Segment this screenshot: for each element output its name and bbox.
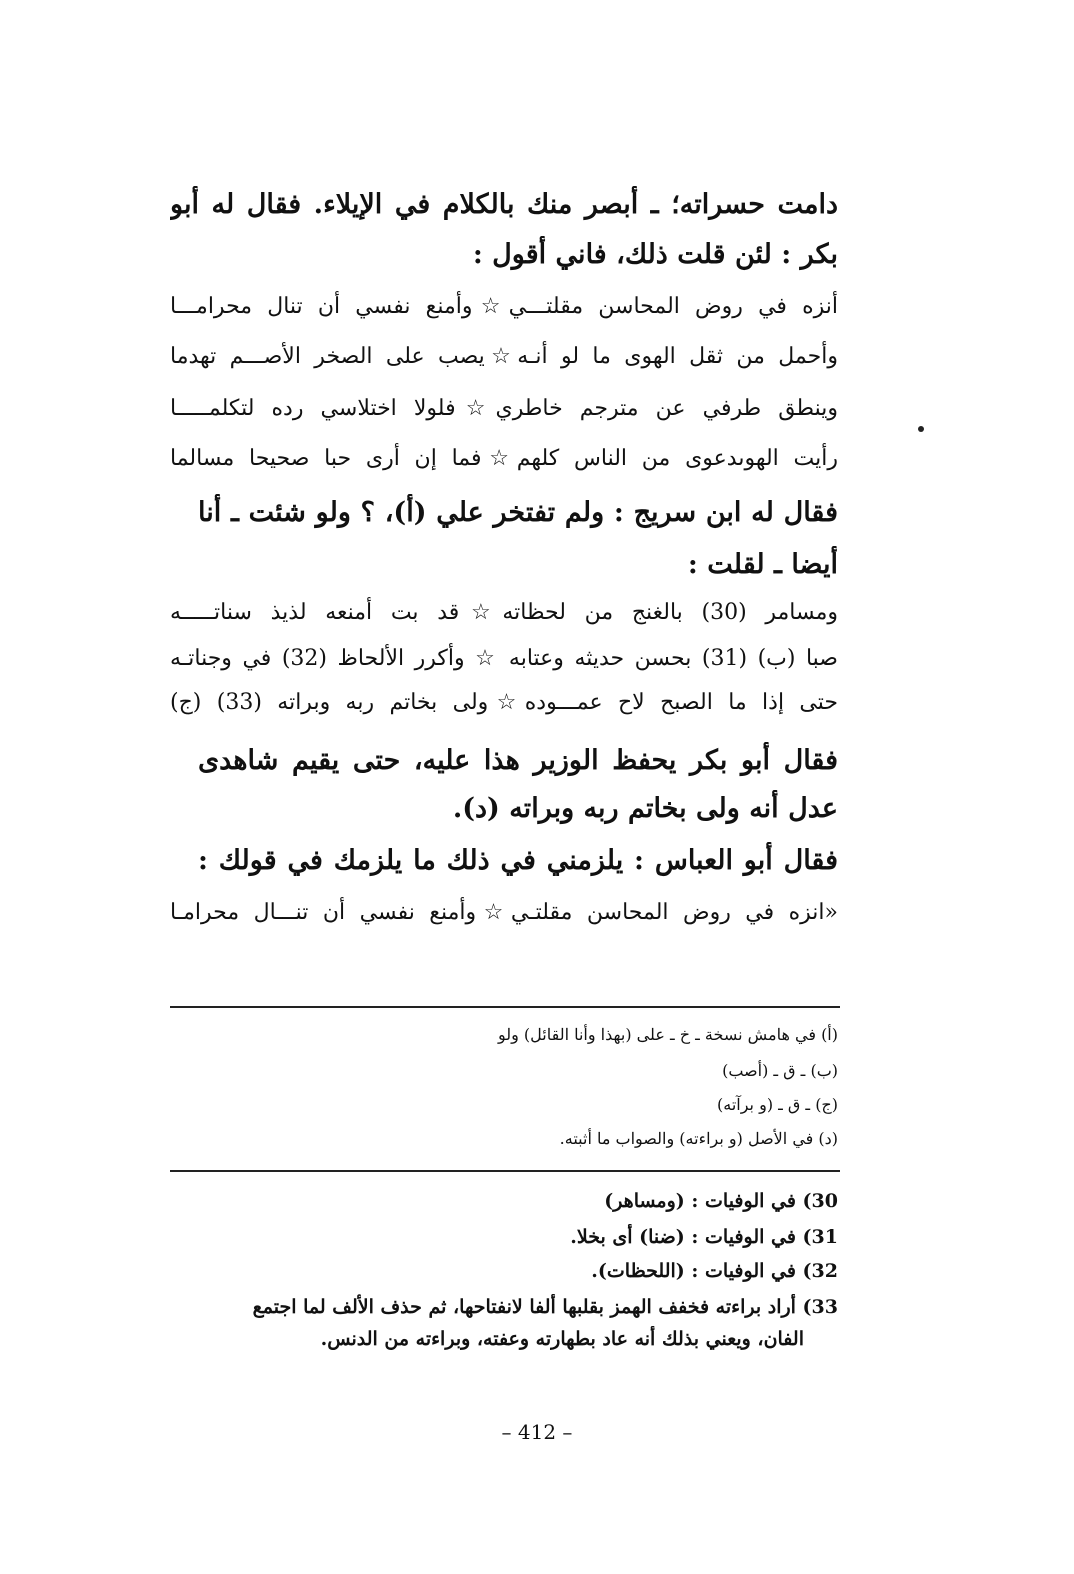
- footnote: 30) في الوفيات : (ومساهر): [604, 1190, 838, 1212]
- footnote: 33) أراد براءته فخفف الهمز بقلبها ألفا لانفتاحها، ثم حذف الألف لما اجتمع: [252, 1296, 838, 1318]
- verse-line: أنزه في روض المحاسن مقلتـــي☆وأمنع نفسي أن تنال محرامـــا: [170, 294, 838, 319]
- footnote: الفان، ويعني بذلك أنه عاد بطهارته وعفته، وبراءته من الدنس.: [320, 1328, 804, 1350]
- footnote: 32) في الوفيات : (اللحظات).: [591, 1260, 838, 1282]
- verse-line: رأيت الهوىدعوى من الناس كلهم☆فما إن أرى حبا صحيحا مسالما: [170, 446, 838, 471]
- apparatus-note: (ج) ـ ق ـ (و برآته): [717, 1095, 838, 1114]
- prose-line: بكر : لئن قلت ذلك، فاني أقول :: [472, 239, 838, 270]
- footnote-rule: [170, 1170, 840, 1172]
- prose-line: فقال له ابن سريج : ولم تفتخر علي (أ)، ؟ ولو شئت ـ أنا: [198, 497, 838, 528]
- verse-line: وينطق طرفي عن مترجم خاطري☆فلولا اختلاسي رده لتكلمـــــا: [170, 396, 838, 421]
- prose-line: عدل أنه ولى بخاتم ربه وبراته (د).: [452, 793, 838, 824]
- apparatus-note: (ب) ـ ق ـ (أصب): [722, 1061, 838, 1080]
- verse-line: صبا (ب) (31) بحسن حديثه وعتابه ☆ وأكرر الألحاظ (32) في وجناتـه: [170, 646, 838, 671]
- stray-mark: [918, 426, 924, 432]
- verse-line: حتى إذا ما الصبح لاح عمـــوده☆ولى بخاتم ربه وبراته (33) (ج): [170, 690, 838, 715]
- apparatus-rule: [170, 1006, 840, 1008]
- apparatus-note: (د) في الأصل (و براءته) والصواب ما أثبته.: [559, 1129, 838, 1148]
- prose-line: دامت حسراته؛ ـ أبصر منك بالكلام في الإيلاء. فقال له أبو: [170, 189, 838, 220]
- apparatus-note: (أ) في هامش نسخة ـ خ ـ على (بهذا وأنا القائل) ولو: [497, 1025, 838, 1044]
- prose-line: أيضا ـ لقلت :: [687, 549, 838, 580]
- page-number: – 412 –: [501, 1420, 573, 1444]
- prose-line: فقال أبو بكر يحفظ الوزير هذا عليه، حتى يقيم شاهدى: [198, 745, 838, 776]
- verse-line: ومسامر (30) بالغنج من لحظاته☆قد بت أمنعه لذيذ سناتـــــه: [170, 600, 838, 625]
- prose-line: فقال أبو العباس : يلزمني في ذلك ما يلزمك في قولك :: [198, 845, 838, 876]
- verse-line: وأحمل من ثقل الهوى ما لو أنـه☆يصب على الصخر الأصـــم تهدما: [170, 344, 838, 369]
- verse-line: «انزه في روض المحاسن مقلتـي☆وأمنع نفسي أن تنـــال محرامـا: [170, 900, 838, 925]
- footnote: 31) في الوفيات : (ضنا) أى بخلا.: [570, 1226, 838, 1248]
